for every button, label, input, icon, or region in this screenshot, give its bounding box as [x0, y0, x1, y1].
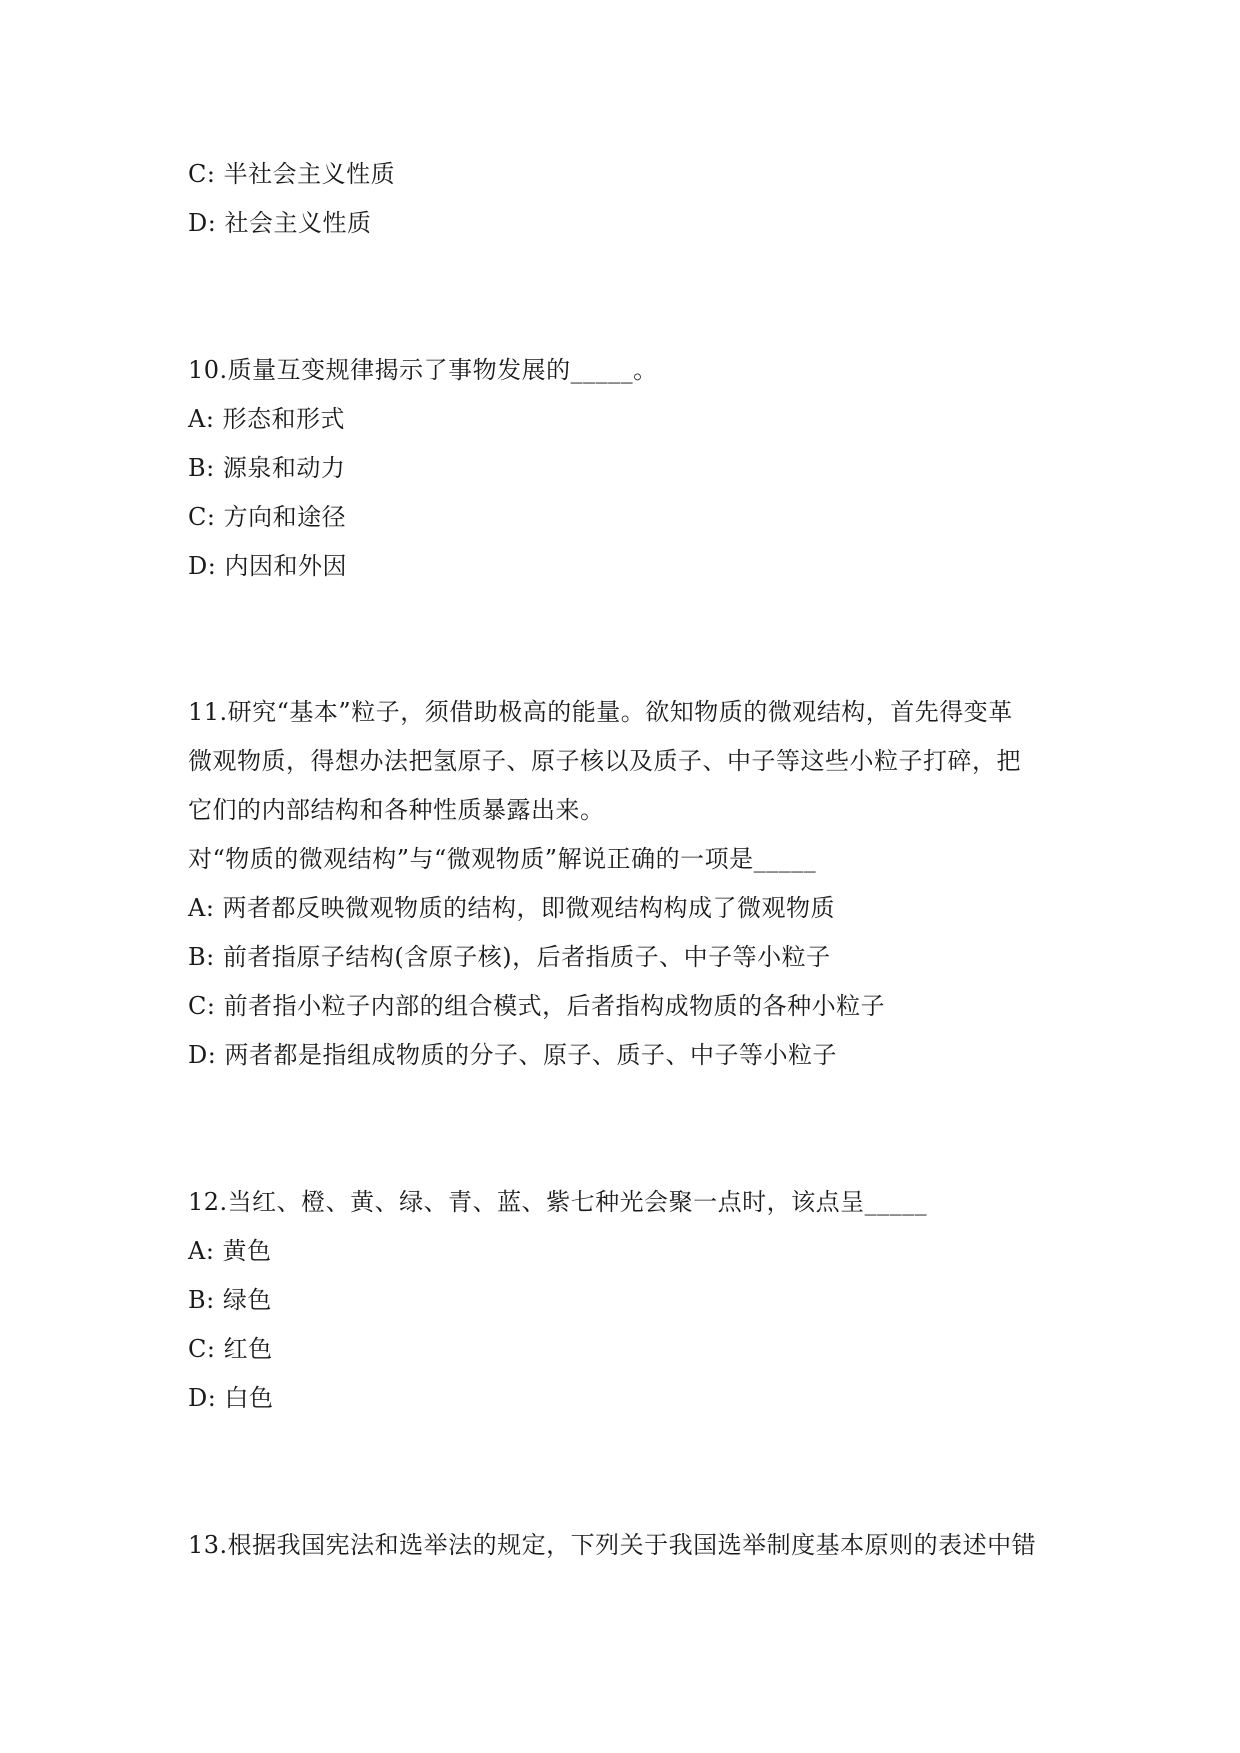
q11-option-a: A: 两者都反映微观物质的结构，即微观结构构成了微观物质 [188, 894, 836, 922]
q12-option-c: C: 红色 [188, 1335, 273, 1363]
q13-stem-line-1: 13.根据我国宪法和选举法的规定，下列关于我国选举制度基本原则的表述中错 [188, 1531, 1037, 1559]
q12-stem: 12.当红、橙、黄、绿、青、蓝、紫七种光会聚一点时，该点呈_____ [188, 1188, 928, 1216]
q11-stem-line-3: 它们的内部结构和各种性质暴露出来。 [188, 796, 605, 824]
q11-option-b: B: 前者指原子结构(含原子核)，后者指质子、中子等小粒子 [188, 943, 831, 971]
q12-option-a: A: 黄色 [188, 1237, 272, 1265]
q10-option-b: B: 源泉和动力 [188, 454, 346, 482]
q10-option-d: D: 内因和外因 [188, 552, 347, 580]
q11-option-d: D: 两者都是指组成物质的分子、原子、质子、中子等小粒子 [188, 1041, 837, 1069]
q9-option-d: D: 社会主义性质 [188, 209, 372, 237]
q10-option-c: C: 方向和途径 [188, 503, 347, 531]
q10-option-a: A: 形态和形式 [188, 405, 346, 433]
q11-stem-line-2: 微观物质，得想办法把氢原子、原子核以及质子、中子等这些小粒子打碎，把 [188, 747, 1021, 775]
q12-option-b: B: 绿色 [188, 1286, 272, 1314]
q11-option-c: C: 前者指小粒子内部的组合模式，后者指构成物质的各种小粒子 [188, 992, 886, 1020]
q9-option-c: C: 半社会主义性质 [188, 160, 396, 188]
q11-stem-line-1: 11.研究“基本”粒子，须借助极高的能量。欲知物质的微观结构，首先得变革 [188, 698, 1013, 726]
q12-option-d: D: 白色 [188, 1384, 274, 1412]
q10-stem: 10.质量互变规律揭示了事物发展的_____。 [188, 356, 658, 384]
q11-question: 对“物质的微观结构”与“微观物质”解说正确的一项是_____ [188, 845, 817, 873]
